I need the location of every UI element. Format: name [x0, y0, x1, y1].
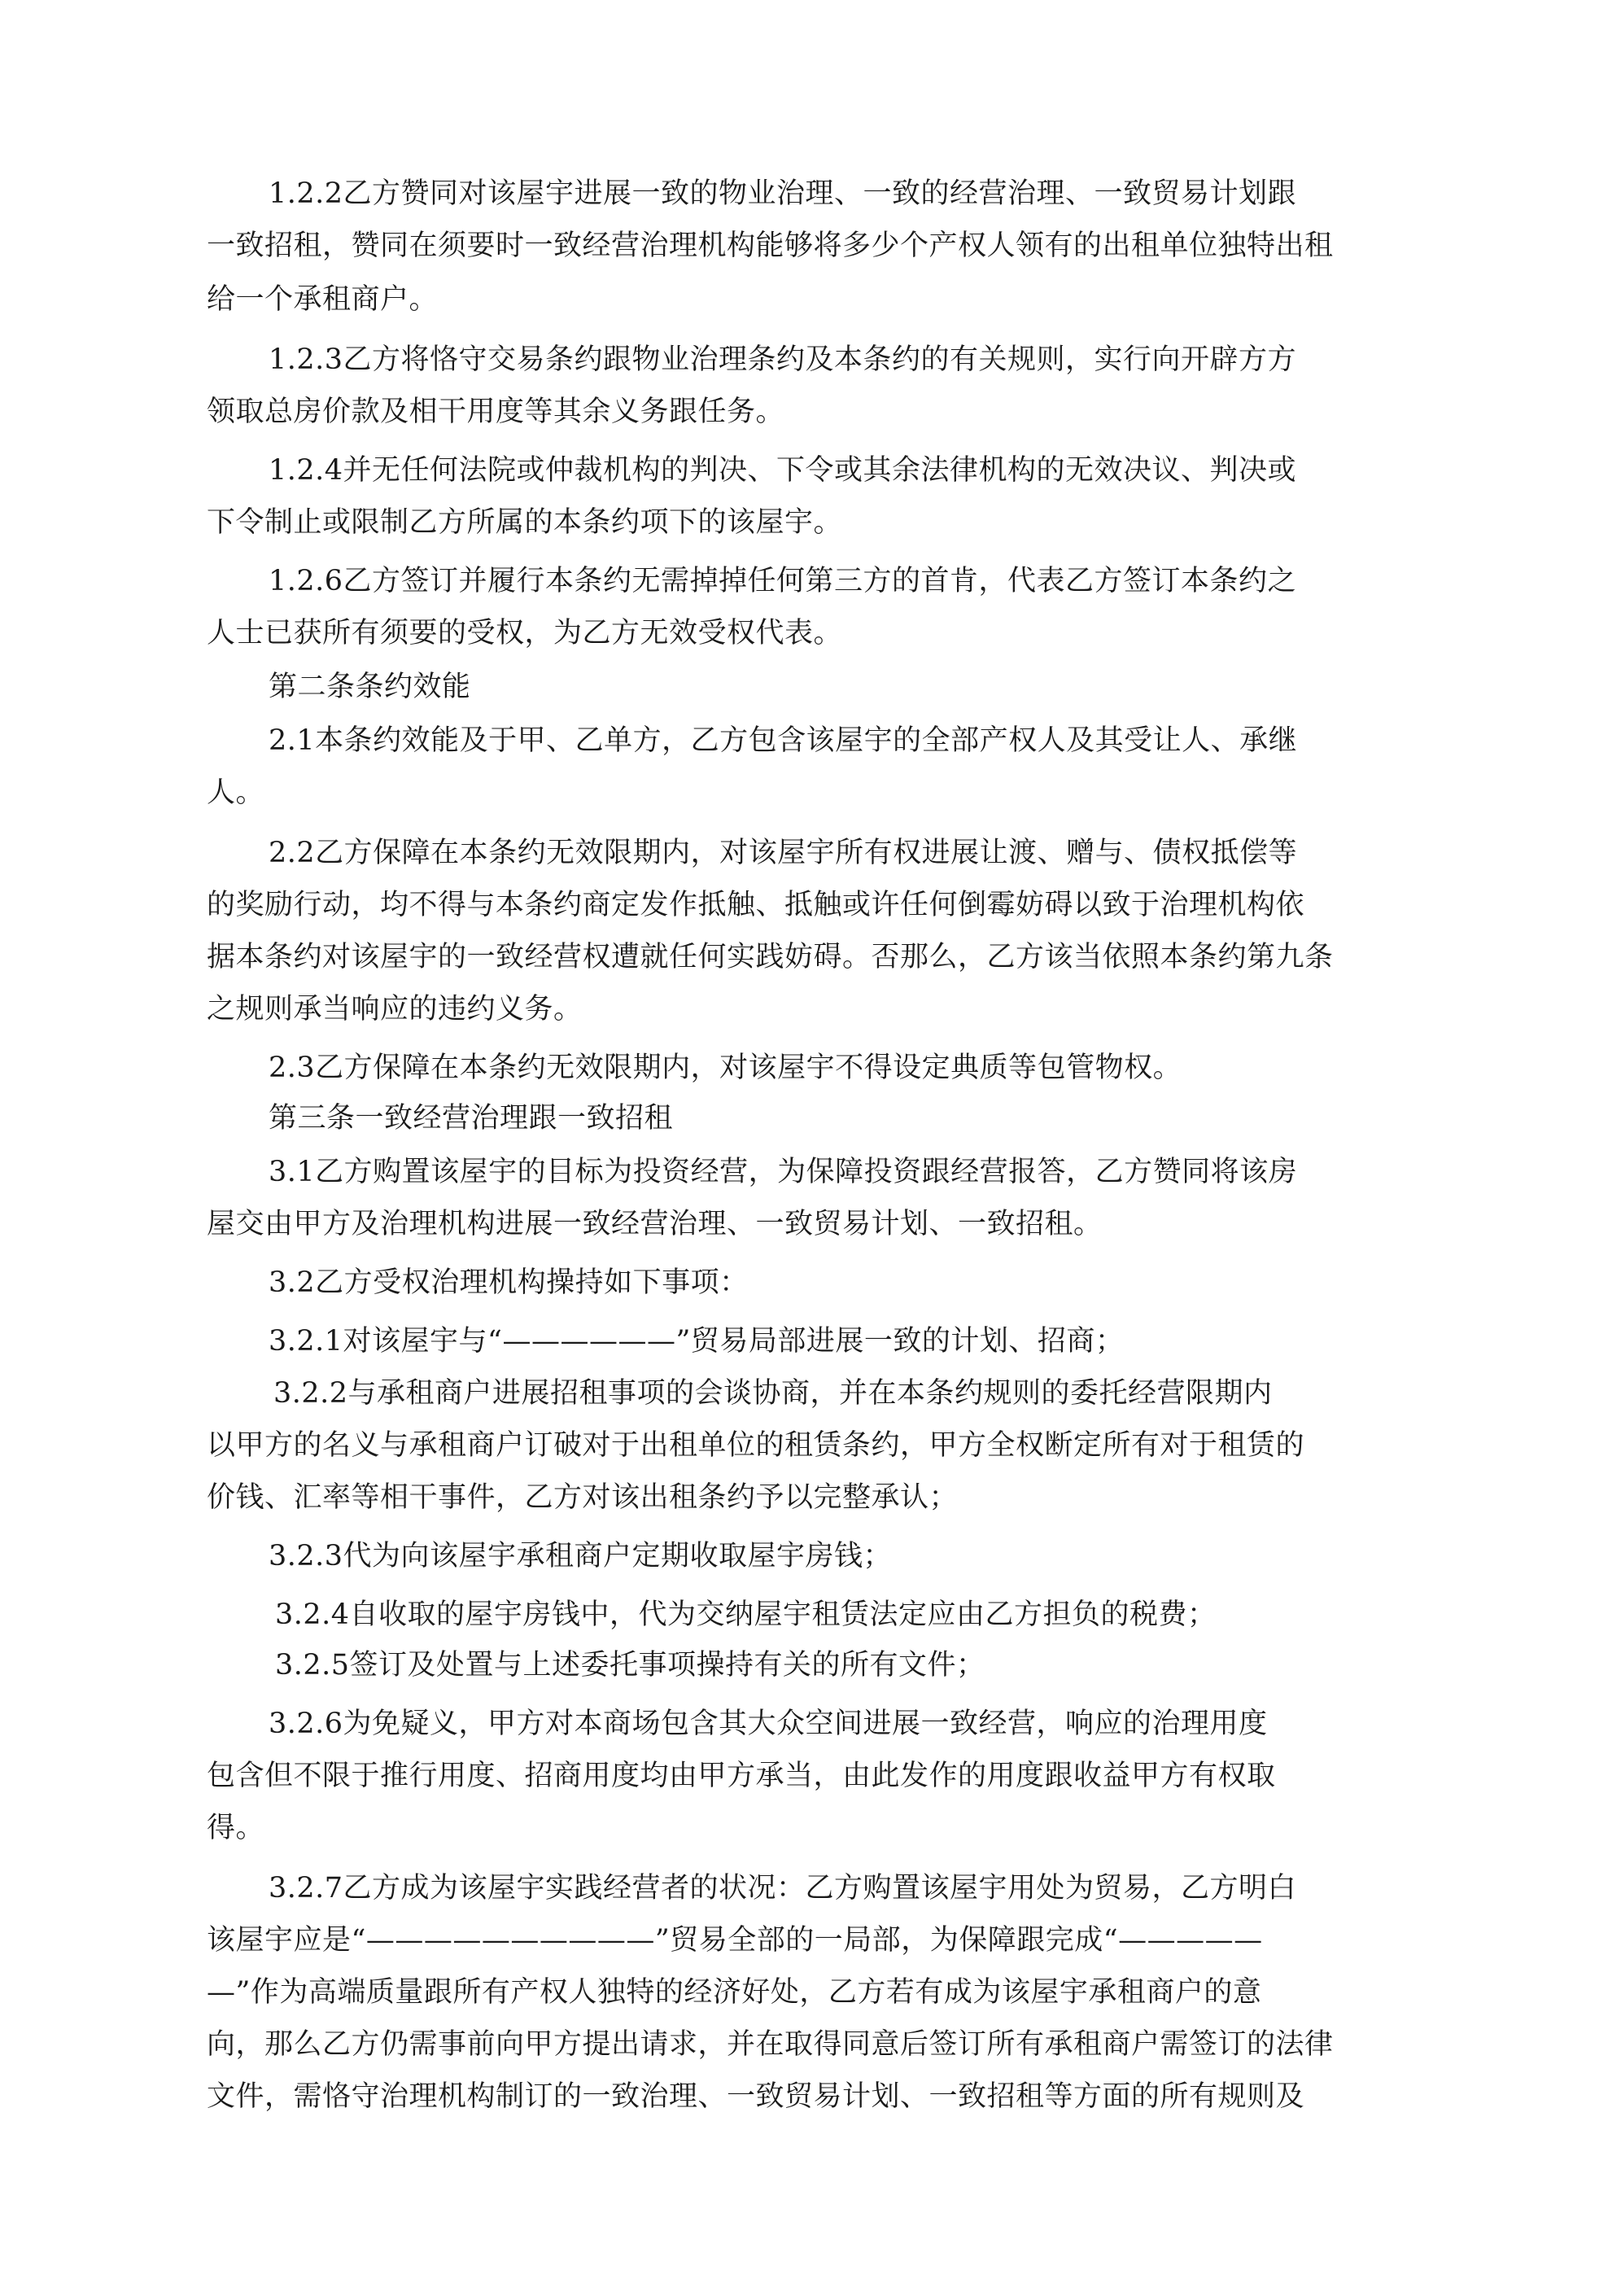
- paragraph-3-2-6-line-1: 3.2.6为免疑义，甲方对本商场包含其大众空间进展一致经营，响应的治理用度: [269, 1708, 1268, 1740]
- paragraph-3-2-2-line-3: 价钱、汇率等相干事件，乙方对该出租条约予以完整承认；: [207, 1481, 959, 1514]
- paragraph-3-1-line-1: 3.1乙方购置该屋宇的目标为投资经营，为保障投资跟经营报答，乙方赞同将该房: [269, 1156, 1298, 1188]
- paragraph-3-2-6-line-3: 得。: [207, 1812, 265, 1844]
- paragraph-1-2-4-line-1: 1.2.4并无任何法院或仲裁机构的判决、下令或其余法律机构的无效决议、判决或: [269, 454, 1297, 487]
- paragraph-3-2-3: 3.2.3代为向该屋宇承租商户定期收取屋宇房钱；: [269, 1540, 893, 1572]
- paragraph-2-3: 2.3乙方保障在本条约无效限期内，对该屋宇不得设定典质等包管物权。: [269, 1052, 1182, 1084]
- paragraph-2-2-line-4: 之规则承当响应的违约义务。: [207, 993, 583, 1026]
- paragraph-3-2-5: 3.2.5签订及处置与上述委托事项操持有关的所有文件；: [275, 1649, 985, 1682]
- paragraph-3-2-4: 3.2.4自收取的屋宇房钱中，代为交纳屋宇租赁法定应由乙方担负的税费；: [275, 1598, 1217, 1631]
- paragraph-1-2-6-line-1: 1.2.6乙方签订并履行本条约无需掉掉任何第三方的首肯，代表乙方签订本条约之: [269, 565, 1297, 597]
- paragraph-3-2-7-line-3: —”作为高端质量跟所有产权人独特的经济好处，乙方若有成为该屋宇承租商户的意: [207, 1976, 1262, 2009]
- paragraph-3-2-6-line-2: 包含但不限于推行用度、招商用度均由甲方承当，由此发作的用度跟收益甲方有权取: [207, 1760, 1276, 1792]
- paragraph-3-2-7-line-4: 向，那么乙方仍需事前向甲方提出请求，并在取得同意后签订所有承租商户需签订的法律: [207, 2028, 1334, 2061]
- paragraph-3-2-2-line-1: 3.2.2与承租商户进展招租事项的会谈协商，并在本条约规则的委托经营限期内: [273, 1377, 1273, 1410]
- paragraph-3-2-1: 3.2.1对该屋宇与“——————”贸易局部进展一致的计划、招商；: [269, 1325, 1125, 1358]
- paragraph-2-2-line-3: 据本条约对该屋宇的一致经营权遭就任何实践妨碍。否那么，乙方该当依照本条约第九条: [207, 941, 1334, 973]
- section-heading-2: 第二条条约效能: [269, 671, 471, 703]
- paragraph-1-2-2-line-1: 1.2.2乙方赞同对该屋宇进展一致的物业治理、一致的经营治理、一致贸易计划跟: [269, 177, 1297, 210]
- paragraph-3-2: 3.2乙方受权治理机构操持如下事项：: [269, 1266, 749, 1299]
- paragraph-2-2-line-2: 的奖励行动，均不得与本条约商定发作抵触、抵触或许任何倒霉妨碍以致于治理机构依: [207, 889, 1305, 921]
- paragraph-1-2-6-line-2: 人士已获所有须要的受权，为乙方无效受权代表。: [207, 617, 843, 649]
- paragraph-2-2-line-1: 2.2乙方保障在本条约无效限期内，对该屋宇所有权进展让渡、赠与、债权抵偿等: [269, 837, 1298, 869]
- paragraph-1-2-3-line-2: 领取总房价款及相干用度等其余义务跟任务。: [207, 396, 785, 428]
- paragraph-1-2-2-line-3: 给一个承租商户。: [207, 283, 439, 316]
- paragraph-3-2-7-line-1: 3.2.7乙方成为该屋宇实践经营者的状况：乙方购置该屋宇用处为贸易，乙方明白: [269, 1872, 1297, 1905]
- section-heading-3: 第三条一致经营治理跟一致招租: [269, 1102, 674, 1135]
- paragraph-1-2-2-line-2: 一致招租，赞同在须要时一致经营治理机构能够将多少个产权人领有的出租单位独特出租: [207, 230, 1334, 262]
- paragraph-3-2-2-line-2: 以甲方的名义与承租商户订破对于出租单位的租赁条约，甲方全权断定所有对于租赁的: [207, 1429, 1305, 1462]
- paragraph-1-2-4-line-2: 下令制止或限制乙方所属的本条约项下的该屋宇。: [207, 506, 843, 539]
- paragraph-2-1-line-1: 2.1本条约效能及于甲、乙单方，乙方包含该屋宇的全部产权人及其受让人、承继: [269, 724, 1298, 757]
- paragraph-2-1-line-2: 人。: [207, 776, 265, 809]
- paragraph-3-2-7-line-5: 文件，需恪守治理机构制订的一致治理、一致贸易计划、一致招租等方面的所有规则及: [207, 2080, 1305, 2113]
- paragraph-3-2-7-line-2: 该屋宇应是“——————————”贸易全部的一局部，为保障跟完成“—————: [207, 1924, 1263, 1957]
- paragraph-3-1-line-2: 屋交由甲方及治理机构进展一致经营治理、一致贸易计划、一致招租。: [207, 1208, 1103, 1240]
- paragraph-1-2-3-line-1: 1.2.3乙方将恪守交易条约跟物业治理条约及本条约的有关规则，实行向开辟方方: [269, 343, 1297, 376]
